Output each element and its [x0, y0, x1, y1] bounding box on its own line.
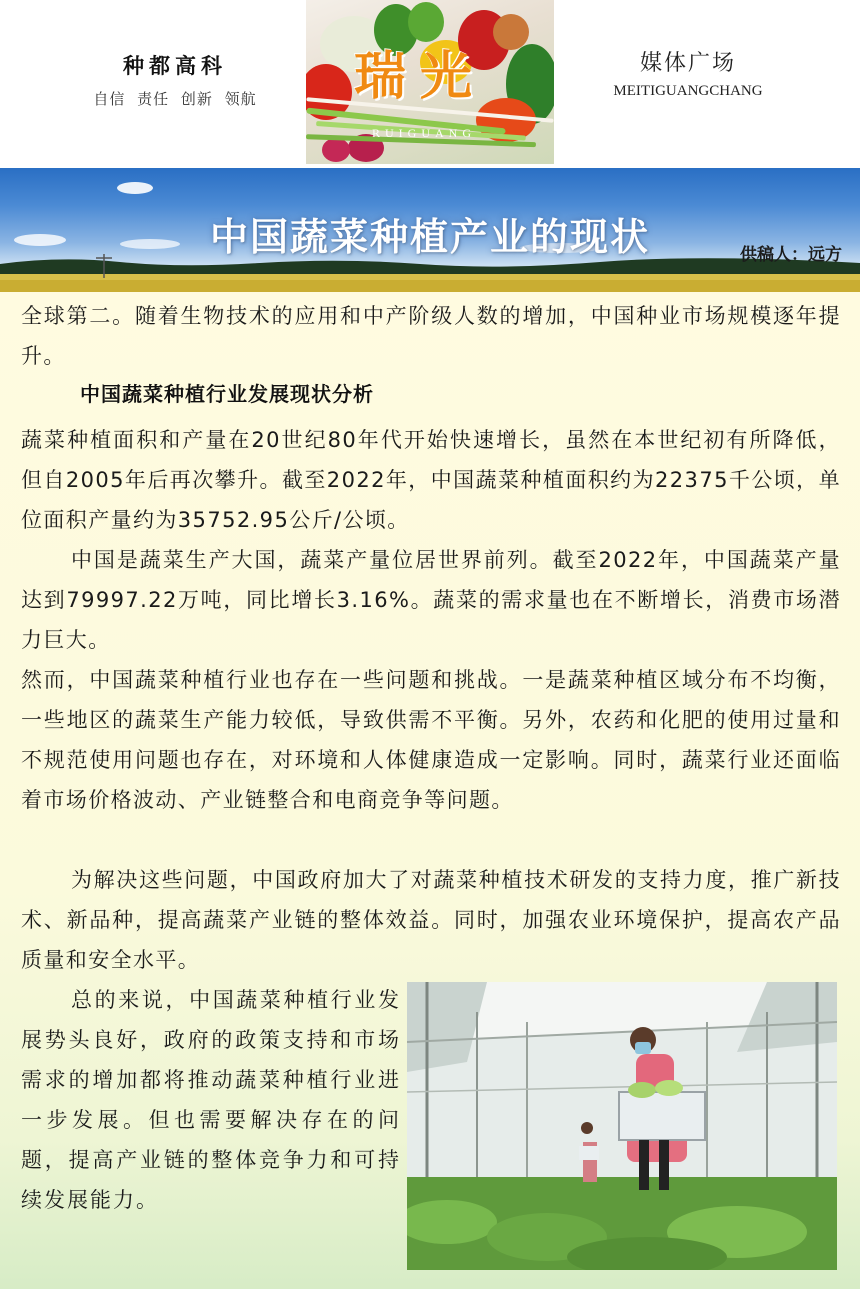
- logo-text: 瑞光: [354, 46, 487, 107]
- paragraph-intro: 全球第二。随着生物技术的应用和中产阶级人数的增加，中国种业市场规模逐年提升。: [21, 304, 841, 368]
- brand-block: [80, 50, 270, 109]
- paragraph-conclusion: 总的来说，中国蔬菜种植行业发展势头良好，政府的政策支持和市场需求的增加都将推动蔬菜种植行业进一步发展。但也需要解决存在的问题，提高产业链的整体竞争力和可持续发展能力。: [21, 988, 401, 1212]
- section-subheading: 中国蔬菜种植行业发展现状分析: [80, 382, 374, 406]
- brand-motto: 自信 责任 创新 领航: [93, 90, 257, 108]
- paragraph-output: 中国是蔬菜生产大国，蔬菜产量位居世界前列。截至2022年，中国蔬菜产量达到79997.22万吨，同比增长3.16%。蔬菜的需求量也在不断增长，消费市场潜力巨大。: [21, 548, 841, 652]
- section-title-en: MEITIGUANGCHANG: [613, 83, 763, 99]
- article-body: [0, 292, 860, 1289]
- brand-name: 种都高科: [123, 53, 227, 78]
- page-header: [0, 0, 860, 168]
- logo-subtext: RUIGUANG: [372, 126, 476, 140]
- section-title-cn: 媒体广场: [639, 51, 736, 76]
- greenhouse-worker-image: [407, 982, 837, 1270]
- greenhouse-photo: [407, 982, 837, 1270]
- logo: [306, 0, 554, 164]
- paragraph-area: 蔬菜种植面积和产量在20世纪80年代开始快速增长，虽然在本世纪初有所降低，但自2005年后再次攀升。截至2022年，中国蔬菜种植面积约为22375千公顷，单位面积产量约为35752.95公斤/公顷。: [21, 428, 841, 532]
- title-banner: [0, 168, 860, 292]
- paragraph-policy: 为解决这些问题，中国政府加大了对蔬菜种植技术研发的支持力度，推广新技术、新品种，提高蔬菜产业链的整体效益。同时，加强农业环境保护，提高农产品质量和安全水平。: [21, 868, 841, 972]
- article-title: 中国蔬菜种植产业的现状: [209, 214, 650, 259]
- article-author: 供稿人：远方: [740, 245, 842, 265]
- section-label: [598, 46, 778, 100]
- paragraph-problems: 然而，中国蔬菜种植行业也存在一些问题和挑战。一是蔬菜种植区域分布不均衡，一些地区的蔬菜生产能力较低，导致供需不平衡。另外，农药和化肥的使用过量和不规范使用问题也存在，对环境和人体健康造成一定影响。同时，蔬菜行业还面临着市场价格波动、产业链整合和电商竞争等问题。: [21, 668, 841, 812]
